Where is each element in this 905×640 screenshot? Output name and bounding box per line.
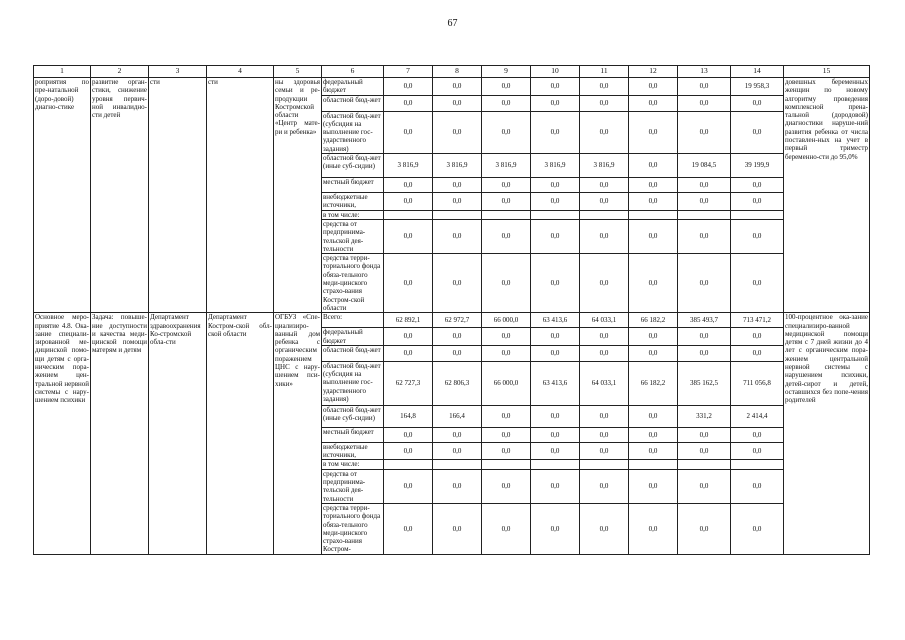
value-cell: 0,0 [629, 78, 678, 96]
value-cell: 0,0 [580, 405, 629, 427]
value-cell: 0,0 [580, 328, 629, 346]
value-cell [580, 460, 629, 469]
value-cell: 39 199,9 [731, 154, 784, 178]
value-cell: 64 033,1 [580, 313, 629, 328]
value-cell: 0,0 [580, 78, 629, 96]
value-cell: 0,0 [531, 503, 580, 554]
funding-source: местный бюджет [322, 427, 384, 442]
value-cell: 0,0 [482, 405, 531, 427]
value-cell: 0,0 [531, 193, 580, 211]
value-cell: 62 892,1 [384, 313, 433, 328]
value-cell: 62 972,7 [433, 313, 482, 328]
value-cell: 0,0 [433, 503, 482, 554]
value-cell: 164,8 [384, 405, 433, 427]
value-cell: 0,0 [384, 111, 433, 153]
funding-source: внебюджетные источники, [322, 442, 384, 460]
value-cell: 711 056,8 [731, 361, 784, 405]
page-number: 67 [447, 18, 458, 29]
table-row [34, 78, 870, 96]
value-cell [629, 460, 678, 469]
value-cell: 66 000,0 [482, 313, 531, 328]
value-cell: 0,0 [482, 78, 531, 96]
value-cell: 0,0 [580, 95, 629, 111]
value-cell: 0,0 [531, 95, 580, 111]
value-cell: 0,0 [678, 427, 731, 442]
funding-source: областной бюд-жет [322, 345, 384, 361]
value-cell: 0,0 [384, 254, 433, 313]
column-header: 4 [207, 66, 274, 78]
value-cell [580, 210, 629, 219]
value-cell: 0,0 [731, 345, 784, 361]
value-cell: 0,0 [629, 427, 678, 442]
value-cell: 0,0 [629, 503, 678, 554]
value-cell: 385 493,7 [678, 313, 731, 328]
column-header: 8 [433, 66, 482, 78]
value-cell: 0,0 [580, 345, 629, 361]
value-cell: 0,0 [580, 503, 629, 554]
value-cell: 0,0 [678, 78, 731, 96]
value-cell: 0,0 [731, 193, 784, 211]
value-cell: 0,0 [678, 442, 731, 460]
column-header: 12 [629, 66, 678, 78]
funding-source: областной бюд-жет (иные суб-сидии) [322, 405, 384, 427]
value-cell [482, 460, 531, 469]
value-cell: 0,0 [482, 427, 531, 442]
column-header: 5 [274, 66, 322, 78]
value-cell: 0,0 [731, 254, 784, 313]
funding-source: средства от предпринима-тельской дея-тельности [322, 469, 384, 503]
value-cell: 66 000,0 [482, 361, 531, 405]
value-cell: 19 084,5 [678, 154, 731, 178]
value-cell: 0,0 [531, 328, 580, 346]
column-header: 3 [149, 66, 207, 78]
column-header: 15 [784, 66, 870, 78]
value-cell: 0,0 [433, 95, 482, 111]
value-cell: 0,0 [731, 442, 784, 460]
value-cell: 0,0 [580, 442, 629, 460]
funding-source: в том числе: [322, 460, 384, 469]
value-cell: 0,0 [433, 219, 482, 253]
value-cell: 713 471,2 [731, 313, 784, 328]
column-header: 9 [482, 66, 531, 78]
funding-source: внебюджетные источники, [322, 193, 384, 211]
value-cell: 0,0 [580, 427, 629, 442]
value-cell: 0,0 [384, 178, 433, 193]
value-cell: 0,0 [629, 219, 678, 253]
block1-col1: роприятия по пре-натальной (доро-довой) диагно-стике [34, 78, 91, 313]
value-cell: 0,0 [731, 328, 784, 346]
value-cell: 0,0 [629, 111, 678, 153]
value-cell: 0,0 [384, 503, 433, 554]
value-cell: 0,0 [482, 328, 531, 346]
block2-col2: Задача: повыше-ние доступности и качества меди-цинской помощи матерям и детям [91, 313, 149, 554]
value-cell: 0,0 [482, 442, 531, 460]
value-cell: 0,0 [678, 178, 731, 193]
value-cell [731, 460, 784, 469]
funding-table [33, 65, 870, 555]
value-cell: 0,0 [531, 111, 580, 153]
value-cell: 0,0 [580, 193, 629, 211]
value-cell: 0,0 [482, 219, 531, 253]
value-cell: 0,0 [433, 328, 482, 346]
block1-col4: сти [207, 78, 274, 313]
block2-col3: Департамент здравоохранения Ко-стромской обла-сти [149, 313, 207, 554]
value-cell: 0,0 [678, 345, 731, 361]
value-cell: 0,0 [384, 469, 433, 503]
value-cell: 0,0 [384, 95, 433, 111]
value-cell: 0,0 [433, 78, 482, 96]
value-cell: 0,0 [731, 111, 784, 153]
block2-col5: ОГБУЗ «Спе-циализиро-ванный дом ребенка с органическим поражением ЦНС с нару-шением пси-хики» [274, 313, 322, 554]
header-row [34, 66, 870, 78]
value-cell: 0,0 [580, 469, 629, 503]
value-cell [629, 210, 678, 219]
value-cell: 0,0 [531, 442, 580, 460]
funding-source: Всего: [322, 313, 384, 328]
value-cell: 0,0 [482, 193, 531, 211]
value-cell: 0,0 [433, 345, 482, 361]
value-cell: 0,0 [731, 178, 784, 193]
value-cell [731, 210, 784, 219]
value-cell [678, 460, 731, 469]
value-cell: 62 727,3 [384, 361, 433, 405]
value-cell: 0,0 [731, 95, 784, 111]
value-cell [433, 460, 482, 469]
funding-source: областной бюд-жет (иные суб-сидии) [322, 154, 384, 178]
value-cell: 0,0 [629, 345, 678, 361]
value-cell: 0,0 [580, 178, 629, 193]
value-cell: 3 816,9 [531, 154, 580, 178]
value-cell: 0,0 [678, 193, 731, 211]
value-cell: 0,0 [629, 178, 678, 193]
column-header: 10 [531, 66, 580, 78]
table-row [34, 313, 870, 328]
column-header: 13 [678, 66, 731, 78]
value-cell: 0,0 [629, 254, 678, 313]
value-cell: 0,0 [629, 193, 678, 211]
value-cell: 0,0 [384, 345, 433, 361]
funding-source: местный бюджет [322, 178, 384, 193]
value-cell [482, 210, 531, 219]
value-cell: 0,0 [678, 469, 731, 503]
value-cell [433, 210, 482, 219]
block1-col5: ны здоровья семьи и ре-продукции Костромской области «Центр мате-ри и ребенка» [274, 78, 322, 313]
value-cell: 0,0 [482, 345, 531, 361]
funding-source: областной бюд-жет (субсидия на выполнение гос-ударственного задания) [322, 111, 384, 153]
value-cell: 0,0 [531, 78, 580, 96]
block1-col2: развитие орган-стики, снижение уровня первич-ной инвалидно-сти детей [91, 78, 149, 313]
value-cell: 385 162,5 [678, 361, 731, 405]
value-cell: 3 816,9 [433, 154, 482, 178]
value-cell: 0,0 [482, 503, 531, 554]
value-cell: 0,0 [433, 193, 482, 211]
value-cell: 2 414,4 [731, 405, 784, 427]
value-cell: 0,0 [531, 469, 580, 503]
funding-source: федеральный бюджет [322, 328, 384, 346]
value-cell: 0,0 [384, 328, 433, 346]
value-cell: 0,0 [678, 111, 731, 153]
value-cell: 0,0 [531, 219, 580, 253]
value-cell: 0,0 [531, 405, 580, 427]
value-cell: 0,0 [678, 503, 731, 554]
value-cell: 3 816,9 [384, 154, 433, 178]
block2-col4: Департамент Костром-ской обл-ской области [207, 313, 274, 554]
value-cell: 3 816,9 [580, 154, 629, 178]
value-cell [678, 210, 731, 219]
value-cell: 0,0 [629, 95, 678, 111]
value-cell: 0,0 [678, 328, 731, 346]
value-cell: 0,0 [433, 427, 482, 442]
value-cell [384, 460, 433, 469]
value-cell: 0,0 [384, 427, 433, 442]
value-cell: 0,0 [629, 328, 678, 346]
block1-col15: довешных беременных женщин по новому алгоритму проведения комплексной прена-тальной (дородовой) диагностики наруше-ний развития ребенка от числа поставлен-ных на учет в первый триместр беременно-сти до 95,0% [784, 78, 870, 313]
funding-source: средства терри-ториального фонда обяза-тельного меди-цинского страхо-вания Костром-ской области [322, 254, 384, 313]
value-cell: 64 033,1 [580, 361, 629, 405]
value-cell: 0,0 [384, 219, 433, 253]
funding-source: областной бюд-жет (субсидия на выполнение гос-ударственного задания) [322, 361, 384, 405]
value-cell [531, 460, 580, 469]
value-cell: 0,0 [433, 178, 482, 193]
funding-source: средства от предпринима-тельской дея-тельности [322, 219, 384, 253]
funding-source: федеральный бюджет [322, 78, 384, 96]
value-cell: 0,0 [731, 427, 784, 442]
value-cell: 166,4 [433, 405, 482, 427]
value-cell [384, 210, 433, 219]
value-cell: 66 182,2 [629, 361, 678, 405]
value-cell: 0,0 [629, 405, 678, 427]
value-cell: 3 816,9 [482, 154, 531, 178]
column-header: 7 [384, 66, 433, 78]
value-cell [531, 210, 580, 219]
block1-col3: сти [149, 78, 207, 313]
value-cell: 0,0 [482, 111, 531, 153]
block2-col1: Основное меро-приятие 4.8. Ока-зание специали-зированной ме-дицинской помо-щи детям с орга-ническим пора-жением цен-тральной нервной системы с нару-шением психики [34, 313, 91, 554]
value-cell: 0,0 [580, 219, 629, 253]
value-cell: 62 806,3 [433, 361, 482, 405]
funding-source: областной бюд-жет [322, 95, 384, 111]
column-header: 11 [580, 66, 629, 78]
value-cell: 0,0 [629, 442, 678, 460]
value-cell: 0,0 [531, 254, 580, 313]
value-cell: 0,0 [482, 254, 531, 313]
value-cell: 63 413,6 [531, 313, 580, 328]
value-cell: 0,0 [580, 111, 629, 153]
funding-source: средства терри-ториального фонда обяза-тельного меди-цинского страхо-вания Костром- [322, 503, 384, 554]
value-cell: 0,0 [731, 219, 784, 253]
column-header: 1 [34, 66, 91, 78]
block2-col15: 100-процентное ока-зание специализиро-ванной медицинской помощи детям с 7 дней жизни до 4 лет с органическим пора-жением центральной нервной системы с нарушением психики, детей-сирот и детей, оставшихся без попе-чения родителей [784, 313, 870, 554]
value-cell: 0,0 [482, 178, 531, 193]
value-cell: 0,0 [384, 442, 433, 460]
value-cell: 0,0 [678, 254, 731, 313]
value-cell: 0,0 [433, 254, 482, 313]
value-cell: 0,0 [433, 111, 482, 153]
value-cell: 0,0 [384, 78, 433, 96]
value-cell: 0,0 [629, 469, 678, 503]
value-cell: 63 413,6 [531, 361, 580, 405]
column-header: 2 [91, 66, 149, 78]
value-cell: 0,0 [482, 95, 531, 111]
value-cell: 0,0 [629, 154, 678, 178]
value-cell: 0,0 [433, 469, 482, 503]
value-cell: 0,0 [678, 95, 731, 111]
value-cell: 0,0 [731, 503, 784, 554]
value-cell: 0,0 [580, 254, 629, 313]
value-cell: 0,0 [531, 427, 580, 442]
value-cell: 0,0 [678, 219, 731, 253]
value-cell: 0,0 [531, 345, 580, 361]
value-cell: 0,0 [384, 193, 433, 211]
value-cell: 0,0 [531, 178, 580, 193]
column-header: 6 [322, 66, 384, 78]
value-cell: 19 958,3 [731, 78, 784, 96]
value-cell: 66 182,2 [629, 313, 678, 328]
value-cell: 0,0 [482, 469, 531, 503]
funding-source: в том числе: [322, 210, 384, 219]
value-cell: 0,0 [433, 442, 482, 460]
value-cell: 0,0 [731, 469, 784, 503]
value-cell: 331,2 [678, 405, 731, 427]
column-header: 14 [731, 66, 784, 78]
